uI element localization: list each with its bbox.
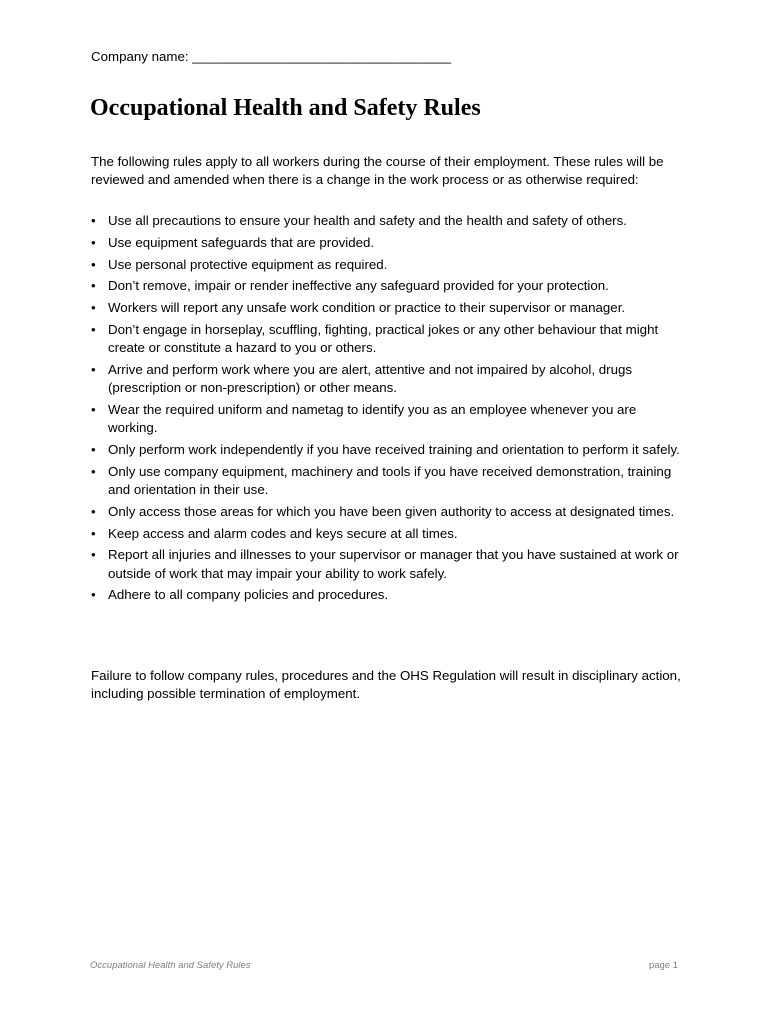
rule-text: Use personal protective equipment as required. [108,256,388,272]
rule-text: Arrive and perform work where you are alert, attentive and not impaired by alcohol, drugs (prescription or non-prescription) or other means. [108,361,633,396]
bullet-icon: • [91,278,96,294]
rule-item [91,277,683,295]
document-title: Occupational Health and Safety Rules [90,95,481,121]
rule-item [91,234,683,252]
bullet-icon: • [91,321,96,337]
rule-item [91,321,683,357]
rule-text: Use equipment safeguards that are provided. [108,234,375,250]
rule-item [91,546,683,582]
rule-text: Wear the required uniform and nametag to identify you as an employee whenever you are working. [108,401,637,436]
bullet-icon: • [91,441,96,457]
rule-item [91,503,683,521]
bullet-icon: • [91,587,96,603]
rule-text: Don’t remove, impair or render ineffective any safeguard provided for your protection. [108,278,609,294]
rule-text: Report all injuries and illnesses to your supervisor or manager that you have sustained at work or outside of work that may impair your ability to work safely. [108,547,679,581]
rule-text: Use all precautions to ensure your health and safety and the health and safety of others. [108,213,627,228]
rule-text: Don’t engage in horseplay, scuffling, fighting, practical jokes or any other behaviour that might create or constitute a hazard to you or others. [108,321,659,356]
rule-text: Adhere to all company policies and procedures. [108,587,389,603]
company-name-blank: ___________________________________ [192,49,452,64]
rule-item [91,441,683,459]
closing-paragraph: Failure to follow company rules, procedures and the OHS Regulation will result in disciplinary action, including possible termination of employment. [91,668,681,702]
rule-item [91,525,683,543]
footer-page-number: page 1 [648,960,678,971]
bullet-icon: • [91,547,96,563]
bullet-icon: • [91,300,96,316]
bullet-icon: • [91,213,96,228]
rule-item [91,361,683,397]
bullet-icon: • [91,401,96,417]
rule-item [91,401,683,437]
bullet-icon: • [91,503,96,519]
rule-item [91,256,683,274]
rule-item [91,586,683,604]
footer-document-title: Occupational Health and Safety Rules [90,960,251,971]
bullet-icon: • [91,463,96,479]
rule-item [91,463,683,499]
rule-item [91,299,683,317]
rule-item [91,212,683,230]
bullet-icon: • [91,256,96,272]
rule-text: Only access those areas for which you have been given authority to access at designated times. [108,503,675,519]
rule-text: Keep access and alarm codes and keys secure at all times. [108,525,458,541]
intro-paragraph: The following rules apply to all workers during the course of their employment. These rules will be reviewed and amended when there is a change in the work process or as otherwise required: [91,154,664,188]
rule-text: Only use company equipment, machinery and tools if you have received demonstration, training and orientation in their use. [108,463,672,497]
rule-text: Only perform work independently if you have received training and orientation to perform it safely. [108,441,680,457]
company-name-line [91,48,451,65]
bullet-icon: • [91,361,96,377]
rules-list [91,212,683,608]
rule-text: Workers will report any unsafe work condition or practice to their supervisor or manager. [108,300,626,316]
company-name-label: Company name: [91,49,189,64]
bullet-icon: • [91,525,96,541]
bullet-icon: • [91,234,96,250]
